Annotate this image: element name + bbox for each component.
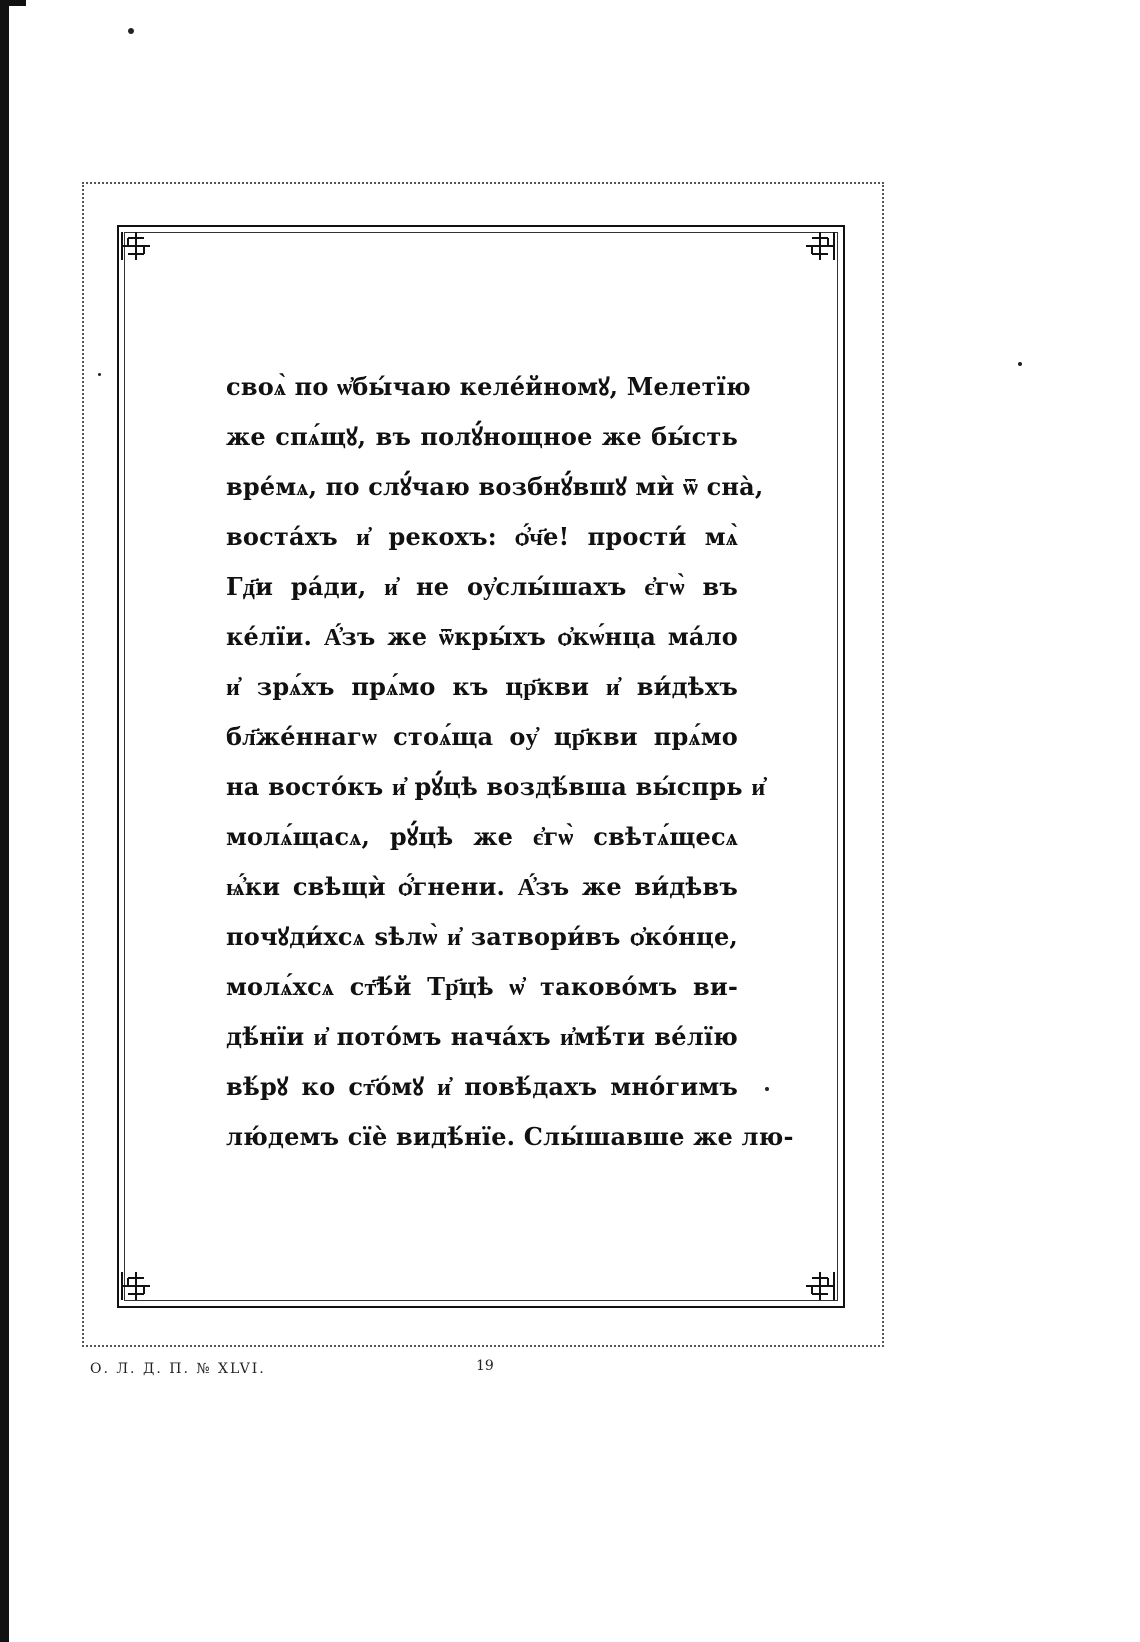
ink-speck	[128, 28, 134, 34]
page-spine-hook	[0, 0, 26, 6]
corner-ornament-icon	[802, 228, 838, 264]
text-line: вѣ́рꙋ ко ст҃о́мꙋ и҆ повѣ́дахъ мно́гимъ	[226, 1072, 738, 1101]
text-line: на восто́къ и҆ рꙋ́цѣ воздѣ́вша вы́спрь и҆	[226, 772, 766, 801]
church-slavonic-text	[226, 362, 794, 1162]
page-spine-edge	[0, 0, 9, 1642]
text-line: бл҃же́ннагѡ стоѧ́ща оу҆ цр҃кви прѧ́мо	[226, 722, 738, 751]
footer-signature-mark: О. Л. Д. П. № XLVI.	[90, 1361, 266, 1377]
text-line: вре́мѧ, по слꙋ́чаю возбнꙋ́вшꙋ мѝ ѿ сна̀,	[226, 472, 764, 501]
text-line: ке́лїи. А҆́зъ же ѿкры́хъ ѻ҆кѡ́нца ма́ло	[226, 622, 738, 651]
text-line: молѧ́хсѧ ст҃ѣ́й Тр҃цѣ ѡ҆ таково́мъ ви-	[226, 972, 738, 1001]
page-number: 19	[476, 1358, 494, 1374]
text-line: Гд҃и ра́ди, и҆ не оу҆слы́шахъ є҆гѡ̀ въ	[226, 572, 738, 601]
text-line: своѧ̀ по ѡ҆бы́чаю келе́йномꙋ, Мелетїю	[226, 372, 751, 401]
text-line: почꙋди́хсѧ ѕѣлѡ̀ и҆ затвори́въ ѻ҆ко́нце,	[226, 922, 738, 951]
text-line: лю́демъ сїѐ видѣ́нїе. Слы́шавше же лю-	[226, 1122, 794, 1151]
corner-ornament-icon	[118, 1268, 154, 1304]
ink-speck	[1018, 362, 1022, 366]
text-line: и҆ зрѧ́хъ прѧ́мо къ цр҃кви и҆ ви́дѣхъ	[226, 672, 738, 701]
text-line: же спѧ́щꙋ, въ полꙋ́нощное же бы́сть	[226, 422, 738, 451]
text-line: дѣ́нїи и҆ пото́мъ нача́хъ и҆мѣ́ти ве́лїю	[226, 1022, 738, 1051]
text-line: ѩ҆́ки свѣщѝ ѻ҆́гнени. А҆́зъ же ви́дѣвъ	[226, 872, 738, 901]
corner-ornament-icon	[802, 1268, 838, 1304]
corner-ornament-icon	[118, 228, 154, 264]
text-line: молѧ́щасѧ, рꙋ́цѣ же є҆гѡ̀ свѣтѧ́щесѧ	[226, 822, 738, 851]
text-line: воста́хъ и҆ рекохъ: ѻ҆́ч҃е! прости́ мѧ̀	[226, 522, 738, 551]
